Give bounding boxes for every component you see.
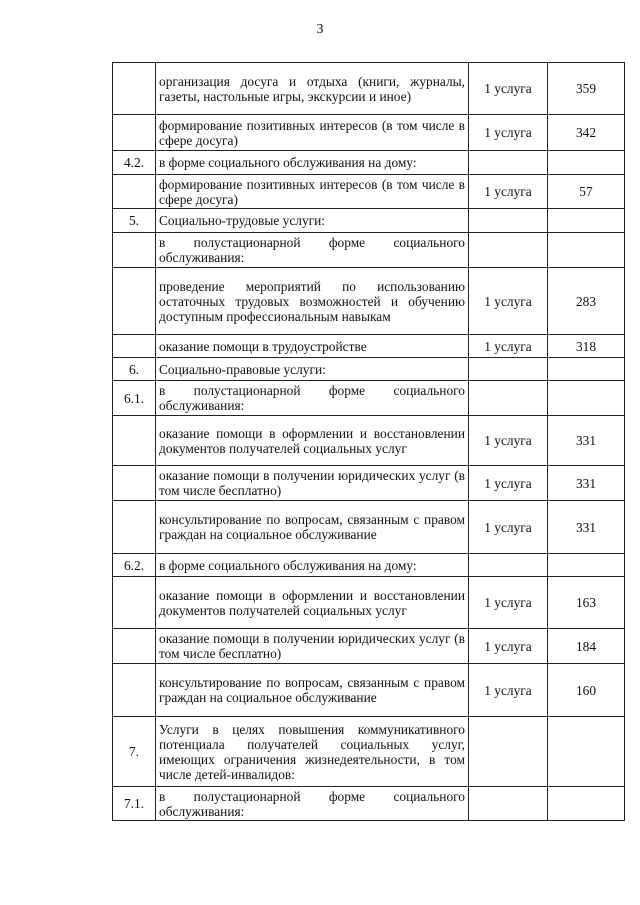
service-price <box>548 554 625 577</box>
table-row <box>113 268 625 335</box>
service-name: оказание помощи в оформлении и восстановлении документов получателей социальных услуг <box>156 416 469 466</box>
services-table <box>112 62 625 821</box>
service-name: организация досуга и отдыха (книги, журналы, газеты, настольные игры, экскурсии и иное) <box>156 63 469 115</box>
service-name: формирование позитивных интересов (в том числе в сфере досуга) <box>156 115 469 151</box>
service-unit <box>469 209 548 233</box>
service-unit: 1 услуга <box>469 268 548 335</box>
service-unit <box>469 233 548 268</box>
service-name: оказание помощи в получении юридических услуг (в том числе бесплатно) <box>156 466 469 501</box>
service-unit <box>469 381 548 416</box>
table-row <box>113 381 625 416</box>
row-number: 6.2. <box>113 554 156 577</box>
section-heading: Социально-правовые услуги: <box>156 358 469 381</box>
service-price <box>548 209 625 233</box>
table-row <box>113 717 625 787</box>
table-row <box>113 501 625 554</box>
table-row <box>113 115 625 151</box>
section-heading: Социально-трудовые услуги: <box>156 209 469 233</box>
table-row <box>113 787 625 821</box>
table-row <box>113 175 625 209</box>
services-table-body <box>113 63 625 821</box>
service-price <box>548 381 625 416</box>
service-unit: 1 услуга <box>469 466 548 501</box>
table-row <box>113 577 625 629</box>
row-number: 7. <box>113 717 156 787</box>
section-heading: в полустационарной форме социального обслуживания: <box>156 233 469 268</box>
row-number: 6.1. <box>113 381 156 416</box>
service-unit <box>469 358 548 381</box>
row-number <box>113 501 156 554</box>
section-heading: в полустационарной форме социального обслуживания: <box>156 787 469 821</box>
table-row <box>113 335 625 358</box>
service-unit: 1 услуга <box>469 63 548 115</box>
service-price: 163 <box>548 577 625 629</box>
service-unit: 1 услуга <box>469 664 548 717</box>
service-price <box>548 717 625 787</box>
service-name: оказание помощи в получении юридических услуг (в том числе бесплатно) <box>156 629 469 664</box>
service-name: оказание помощи в оформлении и восстановлении документов получателей социальных услуг <box>156 577 469 629</box>
service-unit: 1 услуга <box>469 501 548 554</box>
table-row <box>113 233 625 268</box>
service-price <box>548 151 625 175</box>
service-unit: 1 услуга <box>469 335 548 358</box>
service-unit <box>469 787 548 821</box>
service-name: проведение мероприятий по использованию остаточных трудовых возможностей и обучению доступным профессиональным навыкам <box>156 268 469 335</box>
service-unit: 1 услуга <box>469 175 548 209</box>
service-price: 283 <box>548 268 625 335</box>
row-number <box>113 577 156 629</box>
service-price <box>548 358 625 381</box>
section-heading: в форме социального обслуживания на дому: <box>156 554 469 577</box>
section-heading: в форме социального обслуживания на дому: <box>156 151 469 175</box>
row-number: 7.1. <box>113 787 156 821</box>
service-price: 331 <box>548 466 625 501</box>
service-name: консультирование по вопросам, связанным с правом граждан на социальное обслуживание <box>156 501 469 554</box>
service-price: 331 <box>548 416 625 466</box>
row-number <box>113 233 156 268</box>
table-row <box>113 629 625 664</box>
service-unit: 1 услуга <box>469 629 548 664</box>
service-unit: 1 услуга <box>469 416 548 466</box>
row-number: 5. <box>113 209 156 233</box>
table-row <box>113 466 625 501</box>
row-number <box>113 664 156 717</box>
row-number <box>113 335 156 358</box>
table-row <box>113 63 625 115</box>
service-price: 318 <box>548 335 625 358</box>
service-name: консультирование по вопросам, связанным с правом граждан на социальное обслуживание <box>156 664 469 717</box>
row-number <box>113 115 156 151</box>
table-row <box>113 416 625 466</box>
section-heading: Услуги в целях повышения коммуникативного потенциала получателей социальных услуг, имеющих ограничения жизнедеятельности, в том числе детей-инвалидов: <box>156 717 469 787</box>
page-number: 3 <box>316 22 324 37</box>
service-price: 57 <box>548 175 625 209</box>
row-number <box>113 416 156 466</box>
service-price: 342 <box>548 115 625 151</box>
service-unit <box>469 151 548 175</box>
service-price: 184 <box>548 629 625 664</box>
table-row <box>113 151 625 175</box>
table-row <box>113 209 625 233</box>
service-unit <box>469 717 548 787</box>
service-price: 359 <box>548 63 625 115</box>
table-row <box>113 664 625 717</box>
row-number <box>113 629 156 664</box>
row-number <box>113 466 156 501</box>
service-name: оказание помощи в трудоустройстве <box>156 335 469 358</box>
row-number: 6. <box>113 358 156 381</box>
row-number <box>113 63 156 115</box>
table-row <box>113 358 625 381</box>
row-number: 4.2. <box>113 151 156 175</box>
service-name: формирование позитивных интересов (в том числе в сфере досуга) <box>156 175 469 209</box>
service-price <box>548 787 625 821</box>
service-price: 160 <box>548 664 625 717</box>
service-unit: 1 услуга <box>469 577 548 629</box>
section-heading: в полустационарной форме социального обслуживания: <box>156 381 469 416</box>
service-unit: 1 услуга <box>469 115 548 151</box>
service-unit <box>469 554 548 577</box>
row-number <box>113 268 156 335</box>
row-number <box>113 175 156 209</box>
service-price <box>548 233 625 268</box>
service-price: 331 <box>548 501 625 554</box>
table-row <box>113 554 625 577</box>
